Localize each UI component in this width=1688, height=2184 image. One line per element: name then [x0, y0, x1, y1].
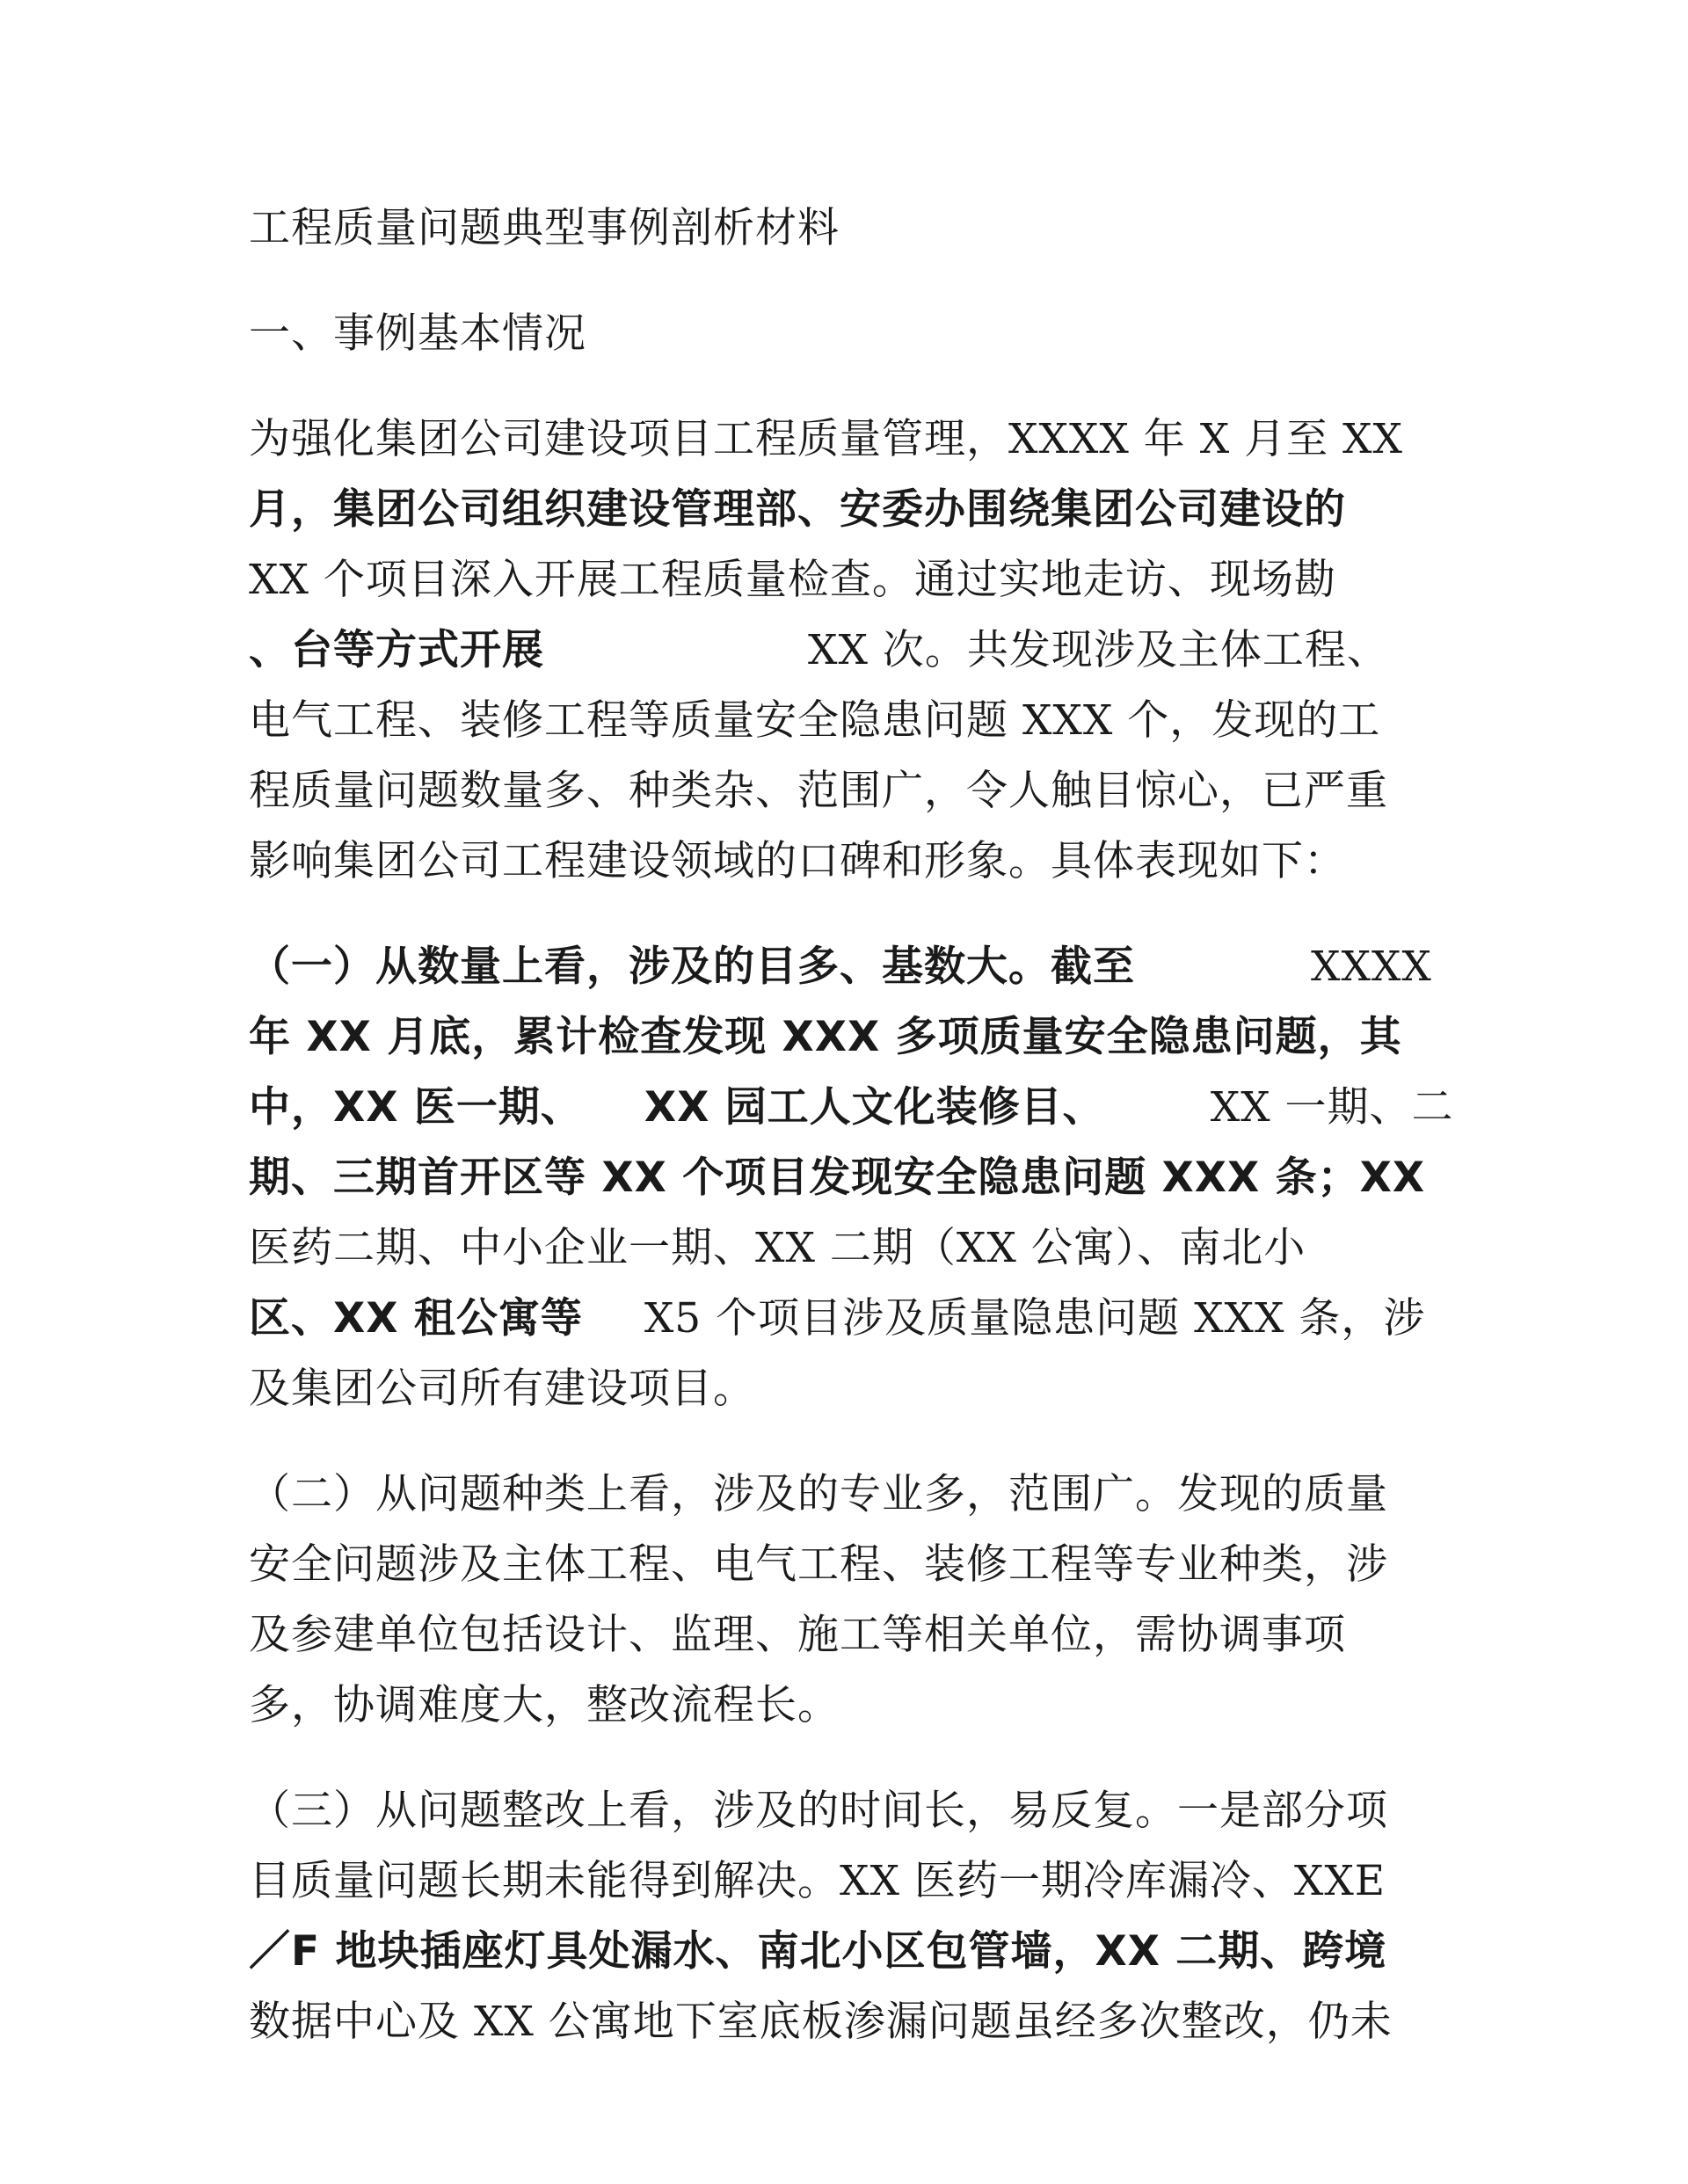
- line-segment: XXXX: [1311, 943, 1432, 991]
- line-segment: 区、XX 租公寓等: [249, 1294, 583, 1343]
- line-segment: 中，XX 医一期、: [249, 1083, 583, 1132]
- point-one-paragraph: [249, 932, 1454, 1424]
- paragraph-line: （三）从问题整改上看，涉及的时间长，易反复。一是部分项: [249, 1787, 1388, 1835]
- paragraph-line: 年 XX 月底，累计检查发现 XXX 多项质量安全隐患问题，其: [249, 1013, 1402, 1061]
- paragraph-line: 医药二期、中小企业一期、XX 二期（XX 公寓）、南北小: [249, 1224, 1306, 1272]
- paragraph-line: [249, 615, 1444, 686]
- paragraph-line: ／F 地块插座灯具处漏水、南北小区包管墙，XX 二期、跨境: [249, 1927, 1387, 1976]
- paragraph-line: 数据中心及 XX 公寓地下室底板渗漏问题虽经多次整改，仍未: [249, 1998, 1393, 2046]
- line-segment: X5 个项目涉及质量隐患问题 XXX 条，涉: [644, 1294, 1426, 1343]
- line-segment: XX 园工人文化装修目、: [644, 1083, 1105, 1132]
- document-title: 工程质量问题典型事例剖析材料: [249, 204, 840, 252]
- line-segment: 、台等方式开展: [249, 626, 544, 674]
- paragraph-line: [249, 932, 1444, 1002]
- line-segment: XX 次。共发现涉及主体工程、: [808, 626, 1389, 674]
- paragraph-line: （二）从问题种类上看，涉及的专业多，范围广。发现的质量: [249, 1470, 1388, 1518]
- section-heading: 一、事例基本情况: [249, 309, 586, 358]
- line-segment: XX 一期、二: [1210, 1083, 1454, 1132]
- paragraph-line: 目质量问题长期未能得到解决。XX 医药一期冷库漏冷、XXE: [249, 1857, 1386, 1905]
- point-two-paragraph: [249, 1460, 1444, 1741]
- paragraph-line: 为强化集团公司建设项目工程质量管理，XXXX 年 X 月至 XX: [249, 415, 1403, 463]
- document-page: [249, 193, 1454, 2093]
- paragraph-line: [249, 1073, 1454, 1143]
- paragraph-line: 及集团公司所有建设项目。: [249, 1365, 755, 1413]
- paragraph-line: 多，协调难度大，整改流程长。: [249, 1681, 840, 1729]
- paragraph-line: 月，集团公司组织建设管理部、安委办围绕集团公司建设的: [249, 485, 1346, 534]
- paragraph-line: 安全问题涉及主体工程、电气工程、装修工程等专业种类，涉: [249, 1540, 1388, 1589]
- paragraph-line: 影响集团公司工程建设领域的口碑和形象。具体表现如下：: [249, 837, 1346, 885]
- paragraph-line: XX 个项目深入开展工程质量检查。通过实地走访、现场勘: [249, 556, 1336, 604]
- paragraph-line: 电气工程、装修工程等质量安全隐患问题 XXX 个，发现的工: [249, 696, 1381, 745]
- paragraph-line: [249, 1284, 1444, 1354]
- intro-paragraph: [249, 404, 1444, 897]
- paragraph-line: 及参建单位包括设计、监理、施工等相关单位，需协调事项: [249, 1611, 1346, 1659]
- point-three-paragraph: [249, 1776, 1444, 2057]
- paragraph-line: 程质量问题数量多、种类杂、范围广，令人触目惊心，已严重: [249, 767, 1388, 815]
- paragraph-line: 期、三期首开区等 XX 个项目发现安全隐患问题 XXX 条；XX: [249, 1154, 1426, 1202]
- line-segment: （一）从数量上看，涉及的目多、基数大。截至: [249, 943, 1135, 991]
